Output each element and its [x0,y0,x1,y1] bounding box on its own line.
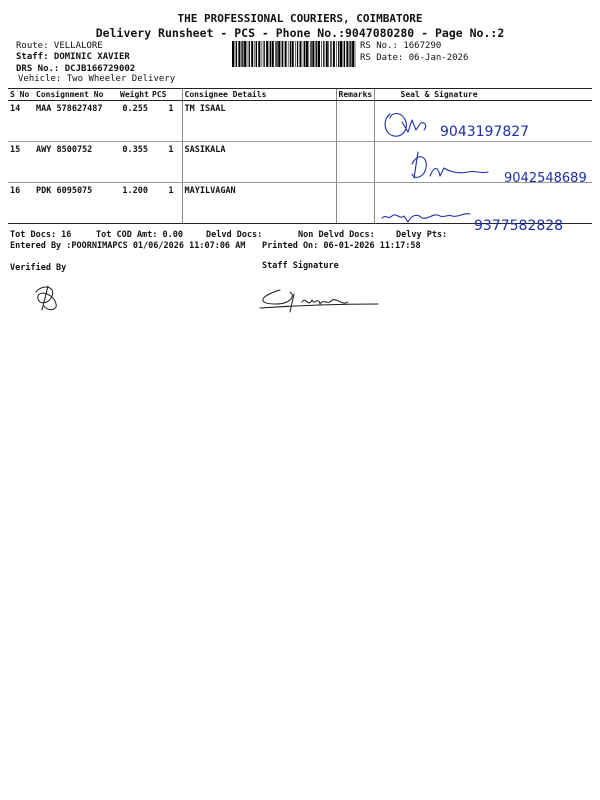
table-header-row [8,89,592,101]
staff-label: Staff: DOMINIC XAVIER [16,52,130,62]
printed-on: Printed On: 06-01-2026 11:17:58 [262,241,421,251]
delivered-docs: Delvd Docs: [206,230,263,240]
cell-weight: 0.255 [118,101,150,142]
route-label: Route: VELLALORE [16,41,103,51]
signature-row-15 [404,146,594,190]
cell-sno: 14 [8,101,34,142]
col-pcs: PCS [150,89,182,101]
vehicle-label: Vehicle: Two Wheeler Delivery [18,74,176,84]
staff-signature [250,282,390,322]
drs-number: DRS No.: DCJB166729002 [16,64,136,74]
cell-consignee: TM ISAAL [182,101,336,142]
cell-remarks [336,101,374,142]
cell-consignment: AWY 8500752 [34,142,118,183]
signature-phone-row-14: 9043197827 [440,124,530,140]
staff-signature-label: Staff Signature [262,261,339,271]
cell-consignment: PDK 6095075 [34,183,118,224]
col-remarks: Remarks [336,89,374,101]
cell-remarks [336,142,374,183]
verified-signature [30,280,64,314]
signature-row-14 [380,106,580,146]
cell-weight: 0.355 [118,142,150,183]
col-consignment: Consignment No [34,89,118,101]
total-docs: Tot Docs: 16 [10,230,72,240]
rs-number: RS No.: 1667290 [360,41,442,51]
signature-phone-row-15: 9042548689 [504,171,587,186]
total-cod-amount: Tot COD Amt: 0.00 [96,230,183,240]
verified-by-label: Verified By [10,263,67,273]
runsheet-subtitle: Delivery Runsheet - PCS - Phone No.:9047080280 - Page No.:2 [95,26,505,40]
col-sno: S No [8,89,34,101]
col-seal: Seal & Signature [374,89,592,101]
cell-consignment: MAA 578627487 [34,101,118,142]
col-consignee: Consignee Details [182,89,336,101]
cell-consignee: MAYILVAGAN [182,183,336,224]
cell-pcs: 1 [150,142,182,183]
barcode-icon [232,41,356,67]
cell-pcs: 1 [150,183,182,224]
cell-sno: 15 [8,142,34,183]
cell-consignee: SASIKALA [182,142,336,183]
cell-remarks [336,183,374,224]
cell-sno: 16 [8,183,34,224]
col-weight: Weight [120,90,149,99]
cell-pcs: 1 [150,101,182,142]
delivery-points: Delvy Pts: [396,230,448,240]
non-delivered-docs: Non Delvd Docs: [298,230,375,240]
signature-phone-row-16: 9377582828 [474,218,564,234]
company-title: THE PROFESSIONAL COURIERS, COIMBATORE [177,12,423,25]
cell-weight: 1.200 [118,183,150,224]
entered-by: Entered By :POORNIMAPCS 01/06/2026 11:07:06 AM [10,241,246,251]
rs-date: RS Date: 06-Jan-2026 [360,53,469,63]
